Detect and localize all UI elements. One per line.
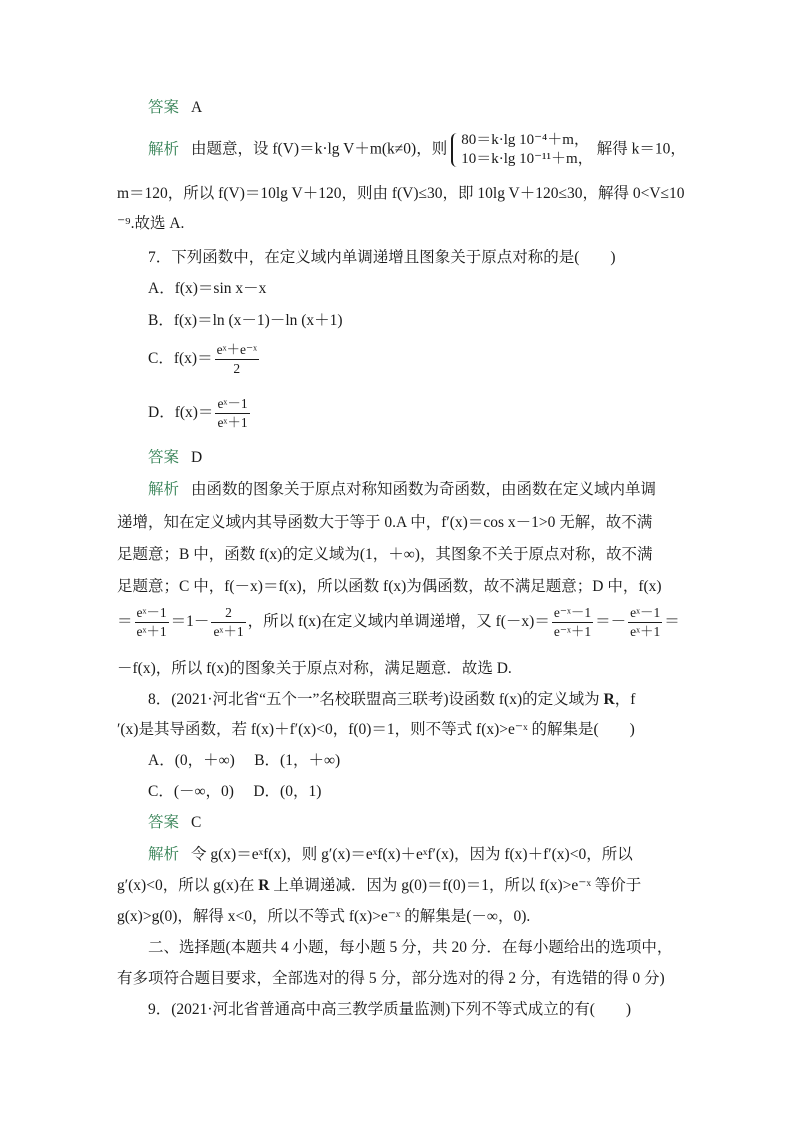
section-2-heading-line-2: 有多项符合题目要求，全部选对的得 5 分，部分选对的得 2 分，有选错的得 0 分) [117, 970, 665, 987]
analysis-tag: 解析 [148, 481, 180, 498]
fraction [215, 396, 249, 431]
stem-text: ，f [614, 691, 636, 708]
q8-answer-line [148, 813, 201, 833]
math-text: ，所以 f(x)在定义域内单调递增，又 f(－x)＝ [247, 613, 550, 631]
q7-option-a: A．f(x)＝sin x－x [148, 280, 267, 297]
numerator: eˣ－1 [215, 396, 249, 414]
q8-analysis-line-1 [148, 845, 633, 865]
q6-analysis-line-3: ⁻⁹.故选 A. [117, 215, 185, 232]
q6-analysis-line-2: m＝120，所以 f(V)＝10lg V＋120，则由 f(V)≤30，即 10lg V＋120≤30，解得 0<V≤10 [117, 185, 685, 202]
answer-value: D [191, 449, 203, 466]
q6-answer-line [148, 98, 202, 118]
analysis-text: 由函数的图象关于原点对称知函数为奇函数，由函数在定义域内单调 [191, 481, 657, 498]
numerator: eˣ＋e⁻ˣ [215, 342, 259, 360]
fraction [552, 605, 593, 640]
q7-analysis-line-3: 足题意；B 中，函数 f(x)的定义域为(1，＋∞)，其图象不关于原点对称，故不满 [117, 546, 653, 563]
q7-analysis-line-2: 递增，知在定义域内其导函数大于等于 0.A 中，f′(x)＝cos x－1>0 无解，故不满 [117, 514, 653, 531]
q8-stem-line-2: ′(x)是其导函数，若 f(x)＋f′(x)<0，f(0)＝1，则不等式 f(x)>e⁻ˣ 的解集是( ) [117, 721, 635, 738]
denominator: eˣ＋1 [630, 624, 661, 639]
q7-option-d [148, 396, 252, 431]
option-label: D．f(x)＝ [148, 404, 214, 422]
math-text: ＝ [664, 613, 680, 631]
real-set-symbol: R [258, 877, 270, 894]
q8-stem-line-1 [148, 690, 635, 710]
q7-stem: 7．下列函数中，在定义域内单调递增且图象关于原点对称的是( ) [148, 249, 616, 266]
analysis-text: g′(x)<0，所以 g(x)在 [117, 877, 259, 894]
denominator: 2 [233, 361, 241, 376]
answer-tag: 答案 [148, 99, 180, 116]
analysis-text: 上单调递减．因为 g(0)＝f(0)＝1，所以 f(x)>e⁻ˣ 等价于 [269, 877, 642, 894]
numerator: eˣ－1 [135, 605, 169, 623]
q7-analysis-line-1 [148, 480, 656, 500]
q9-stem: 9．(2021·河北省普通高中高三教学质量监测)下列不等式成立的有( ) [148, 1001, 632, 1018]
q7-analysis-line-6: －f(x)，所以 f(x)的图象关于原点对称，满足题意．故选 D. [117, 660, 512, 677]
fraction [215, 342, 259, 377]
q7-option-b: B．f(x)＝ln (x－1)－ln (x＋1) [148, 312, 343, 329]
analysis-text: 由题意，设 f(V)＝k·lg V＋m(k≠0)，则 [191, 140, 448, 158]
fraction [211, 605, 245, 640]
brace [451, 133, 461, 167]
denominator: eˣ＋1 [136, 624, 167, 639]
denominator: eˣ＋1 [217, 415, 248, 430]
numerator: 2 [211, 605, 245, 623]
fraction [628, 605, 662, 640]
q8-options-ab: A．(0，＋∞) B．(1，＋∞) [148, 752, 341, 769]
answer-tag: 答案 [148, 449, 180, 466]
q8-analysis-line-2 [117, 876, 641, 896]
option-label: C．f(x)＝ [148, 350, 213, 368]
equation-system [451, 131, 593, 169]
answer-value: A [191, 99, 203, 116]
fraction [135, 605, 169, 640]
q7-analysis-line-4: 足题意；C 中，f(－x)＝f(x)，所以函数 f(x)为偶函数，故不满足题意；D 中，f(x) [117, 578, 662, 595]
math-text: ＝ [117, 613, 133, 631]
answer-value: C [191, 814, 202, 831]
analysis-tag: 解析 [148, 846, 180, 863]
denominator: e⁻ˣ＋1 [553, 624, 592, 639]
q7-answer-line [148, 448, 202, 468]
stem-text: 8．(2021·河北省“五个一”名校联盟高三联考)设函数 f(x)的定义域为 [148, 691, 604, 708]
q8-analysis-line-3: g(x)>g(0)，解得 x<0，所以不等式 f(x)>e⁻ˣ 的解集是(－∞，0). [117, 908, 531, 925]
analysis-tag: 解析 [148, 140, 180, 158]
q8-options-cd: C．(－∞，0) D．(0，1) [148, 783, 322, 800]
math-text: ＝1－ [170, 613, 210, 631]
answer-tag: 答案 [148, 814, 180, 831]
q7-option-c [148, 342, 261, 377]
math-text: ＝－ [595, 613, 627, 631]
analysis-text: 解得 k＝10， [596, 140, 686, 158]
real-set-symbol: R [603, 691, 615, 708]
equation-row: 80＝k·lg 10⁻⁴＋m， [461, 132, 589, 148]
analysis-text: 令 g(x)＝eˣf(x)，则 g′(x)＝eˣf(x)＋eˣf′(x)，因为 f(x)＋f′(x)<0，所以 [191, 846, 633, 863]
section-2-heading-line-1: 二、选择题(本题共 4 小题，每小题 5 分，共 20 分．在每小题给出的选项中， [148, 939, 673, 956]
denominator: eˣ＋1 [213, 624, 244, 639]
q6-analysis-line-1 [148, 131, 686, 169]
q7-analysis-line-5 [117, 605, 680, 640]
numerator: e⁻ˣ－1 [552, 605, 593, 623]
equation-row: 10＝k·lg 10⁻¹¹＋m， [461, 151, 593, 167]
numerator: eˣ－1 [628, 605, 662, 623]
